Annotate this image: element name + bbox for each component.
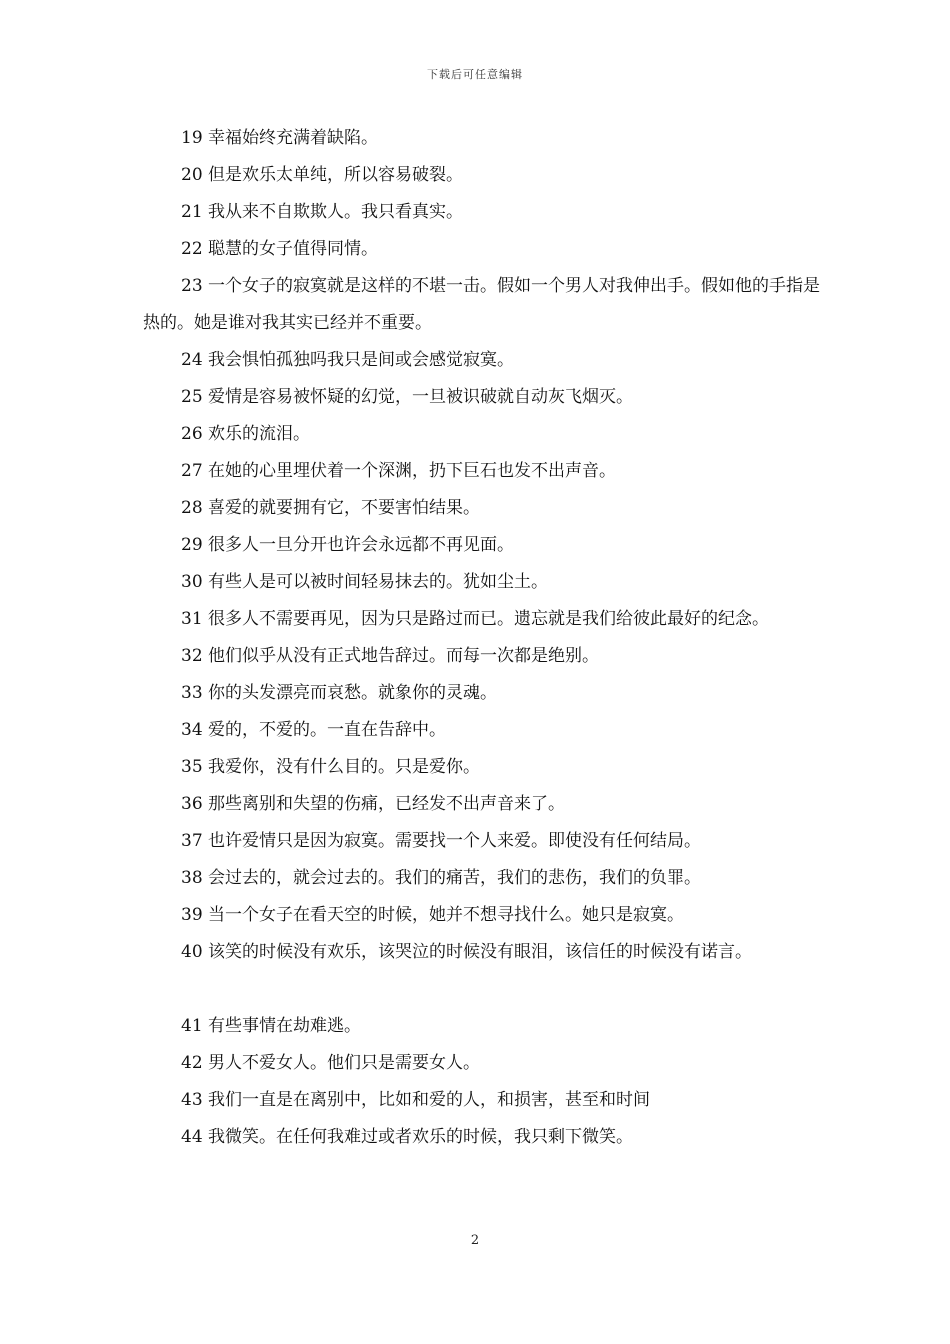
paragraph: 36 那些离别和失望的伤痛，已经发不出声音来了。 [181, 794, 566, 814]
paragraph: 43 我们一直是在离别中，比如和爱的人，和损害，甚至和时间 [181, 1090, 651, 1110]
paragraph: 41 有些事情在劫难逃。 [181, 1016, 362, 1036]
paragraph: 21 我从来不自欺欺人。我只看真实。 [181, 202, 464, 222]
paragraph: 35 我爱你，没有什么目的。只是爱你。 [181, 757, 481, 777]
body-text [143, 120, 823, 1156]
paragraph: 44 我微笑。在任何我难过或者欢乐的时候，我只剩下微笑。 [181, 1127, 634, 1147]
paragraph: 33 你的头发漂亮而哀愁。就象你的灵魂。 [181, 683, 498, 703]
paragraph: 31 很多人不需要再见，因为只是路过而已。遗忘就是我们给彼此最好的纪念。 [181, 609, 770, 629]
page-number: 2 [470, 1233, 480, 1248]
paragraph: 30 有些人是可以被时间轻易抹去的。犹如尘土。 [181, 572, 549, 592]
paragraph: 29 很多人一旦分开也许会永远都不再见面。 [181, 535, 515, 555]
paragraph: 26 欢乐的流泪。 [181, 424, 311, 444]
paragraph: 32 他们似乎从没有正式地告辞过。而每一次都是绝别。 [181, 646, 600, 666]
paragraph: 28 喜爱的就要拥有它，不要害怕结果。 [181, 498, 481, 518]
paragraph: 42 男人不爱女人。他们只是需要女人。 [181, 1053, 481, 1073]
paragraph: 37 也许爱情只是因为寂寞。需要找一个人来爱。即使没有任何结局。 [181, 831, 702, 851]
paragraph: 38 会过去的，就会过去的。我们的痛苦，我们的悲伤，我们的负罪。 [181, 868, 702, 888]
paragraph: 40 该笑的时候没有欢乐，该哭泣的时候没有眼泪，该信任的时候没有诺言。 [181, 942, 753, 962]
paragraph: 23 一个女子的寂寞就是这样的不堪一击。假如一个男人对我伸出手。假如他的手指是热的。她是谁对我其实已经并不重要。 [143, 276, 821, 333]
paragraph: 24 我会惧怕孤独吗我只是间或会感觉寂寞。 [181, 350, 515, 370]
paragraph: 22 聪慧的女子值得同情。 [181, 239, 379, 259]
paragraph: 25 爱情是容易被怀疑的幻觉，一旦被识破就自动灰飞烟灭。 [181, 387, 634, 407]
paragraph: 39 当一个女子在看天空的时候，她并不想寻找什么。她只是寂寞。 [181, 905, 685, 925]
paragraph: 20 但是欢乐太单纯，所以容易破裂。 [181, 165, 464, 185]
paragraph: 19 幸福始终充满着缺陷。 [181, 128, 379, 148]
page-header: 下载后可任意编辑 [427, 68, 523, 81]
paragraph: 34 爱的，不爱的。一直在告辞中。 [181, 720, 447, 740]
paragraph: 27 在她的心里埋伏着一个深渊，扔下巨石也发不出声音。 [181, 461, 617, 481]
